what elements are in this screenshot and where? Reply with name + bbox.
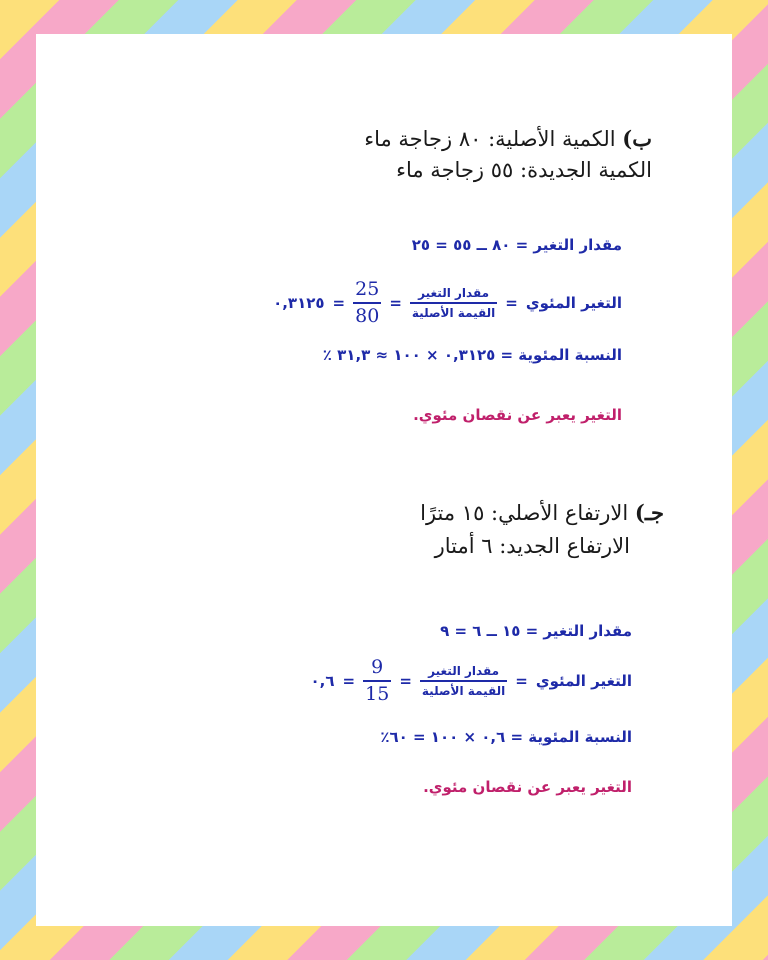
c-eq-3: =: [342, 672, 356, 690]
c-word-denominator: القيمة الأصلية: [420, 680, 507, 697]
c-percent-change-label: التغير المئوي: [535, 672, 632, 690]
b-percent-change-row: [273, 280, 622, 326]
c-percent-change-row: [311, 658, 632, 704]
c-note: التغير يعبر عن نقصان مئوي.: [423, 778, 632, 796]
c-eq-2: =: [399, 672, 412, 690]
b-word-denominator: القيمة الأصلية: [410, 302, 497, 319]
c-word-numerator: مقدار التغير: [428, 664, 500, 678]
b-denominator: 80: [353, 302, 381, 326]
c-new-line: الارتفاع الجديد: ٦ أمتار: [434, 534, 630, 558]
c-number-fraction: [363, 658, 391, 704]
c-original-text: الارتفاع الأصلي: ١٥ مترًا: [420, 501, 629, 525]
c-change-amount: مقدار التغير = ١٥ ــ ٦ = ٩: [440, 622, 632, 640]
c-original-line: [420, 500, 664, 525]
b-letter: ب): [622, 126, 652, 151]
b-original-text: الكمية الأصلية: ٨٠ زجاجة ماء: [364, 127, 616, 151]
c-letter: جـ): [634, 500, 664, 525]
c-numerator: 9: [371, 656, 384, 678]
b-original-line: [364, 126, 652, 151]
c-percentage: النسبة المئوية = ٠,٦ × ١٠٠ = ٦٠٪: [380, 728, 632, 746]
c-eq-1: =: [515, 672, 528, 690]
b-change-amount: مقدار التغير = ٨٠ ــ ٥٥ = ٢٥: [411, 236, 622, 254]
b-eq-2: =: [389, 294, 402, 312]
c-denominator: 15: [363, 680, 391, 704]
c-word-fraction: [420, 665, 507, 697]
content-card: [36, 34, 732, 926]
b-numerator: 25: [355, 278, 380, 300]
b-percentage: النسبة المئوية = ٠,٣١٢٥ × ١٠٠ ≈ ٣١,٣ ٪: [322, 346, 622, 364]
b-note: التغير يعبر عن نقصان مئوي.: [413, 406, 622, 424]
b-new-line: الكمية الجديدة: ٥٥ زجاجة ماء: [396, 158, 652, 182]
b-result: ٠,٣١٢٥: [273, 294, 325, 312]
c-result: ٠,٦: [310, 672, 335, 690]
b-percent-change-label: التغير المئوي: [525, 294, 622, 312]
b-eq-3: =: [332, 294, 346, 312]
b-number-fraction: [353, 280, 381, 326]
b-eq-1: =: [505, 294, 518, 312]
b-word-fraction: [410, 287, 497, 319]
b-word-numerator: مقدار التغير: [418, 286, 490, 300]
